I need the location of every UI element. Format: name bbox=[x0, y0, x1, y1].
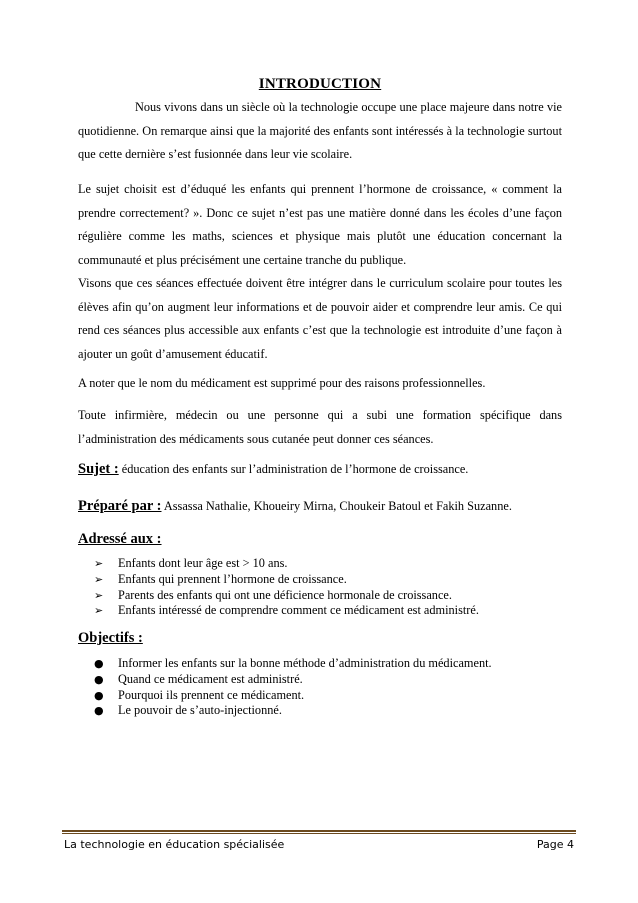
footer-page-number: Page 4 bbox=[536, 838, 574, 851]
arrowhead-bullet-icon: ➢ bbox=[94, 572, 104, 586]
list-item: ● Informer les enfants sur la bonne méthode d’administration du médicament. bbox=[94, 656, 492, 670]
arrowhead-bullet-icon: ➢ bbox=[94, 604, 104, 618]
list-item: ➢ Enfants qui prennent l’hormone de croissance. bbox=[94, 571, 347, 586]
sujet-line bbox=[78, 460, 578, 478]
dot-bullet-icon: ● bbox=[94, 688, 104, 702]
footer-divider-thin bbox=[62, 833, 576, 834]
paragraph-intro-2: Le sujet choisit est d’éduqué les enfants qui prennent l’hormone de croissance, « comment la prendre correctement? ». Donc ce sujet n’est pas une matière donné dans les écoles d’une façon régulière comme les maths, sciences et physique mais plutôt une éducation concernant la communauté et plus précisément une certaine tranche du publique. bbox=[78, 182, 562, 267]
prepare-line bbox=[78, 497, 578, 515]
prepare-label: Préparé par : bbox=[78, 498, 162, 514]
paragraph-intro-4: A noter que le nom du médicament est supprimé pour des raisons professionnelles. bbox=[78, 376, 486, 390]
list-item: ➢ Enfants dont leur âge est > 10 ans. bbox=[94, 556, 288, 570]
paragraph-intro-1: Nous vivons dans un siècle où la technologie occupe une place majeure dans notre vie quotidienne. On remarque ainsi que la majorité des enfants sont intéressés à la technologie surtout que cette dernière s’est fusionnée dans leur vie scolaire. bbox=[78, 100, 562, 161]
list-item: ➢ Parents des enfants qui ont une déficience hormonale de croissance. bbox=[94, 587, 452, 602]
page-title: INTRODUCTION bbox=[258, 76, 382, 92]
prepare-text: Assassa Nathalie, Khoueiry Mirna, Choukeir Batoul et Fakih Suzanne. bbox=[163, 499, 512, 513]
list-item: ➢ Enfants intéressé de comprendre comment ce médicament est administré. bbox=[94, 603, 479, 618]
paragraph-intro-5: Toute infirmière, médecin ou une personne qui a subi une formation spécifique dans l’administration des médicaments sous cutanée peut donner ces séances. bbox=[78, 408, 562, 446]
adresse-heading: Adressé aux : bbox=[78, 531, 162, 547]
sujet-text: éducation des enfants sur l’administration de l’hormone de croissance. bbox=[121, 462, 469, 476]
objectifs-list bbox=[94, 656, 574, 719]
footer-document-title: La technologie en éducation spécialisée bbox=[64, 838, 285, 851]
sujet-label: Sujet : bbox=[78, 461, 119, 477]
list-item: ● Le pouvoir de s’auto-injectionné. bbox=[94, 703, 282, 718]
arrowhead-bullet-icon: ➢ bbox=[94, 588, 104, 602]
objectifs-heading: Objectifs : bbox=[78, 630, 143, 646]
arrowhead-bullet-icon: ➢ bbox=[94, 557, 104, 570]
dot-bullet-icon: ● bbox=[94, 657, 104, 670]
page-footer bbox=[64, 838, 574, 851]
list-item: ● Pourquoi ils prennent ce médicament. bbox=[94, 687, 305, 702]
paragraph-intro-3: Visons que ces séances effectuée doivent être intégrer dans le curriculum scolaire pour toutes les élèves afin qu’on augment leur informations et de pouvoir aider et comprendre leur amis. Ce qui rend ces séances plus accessible aux enfants c’est que la technologie est introduite d’une façon à ajouter un goût d’amusement éducatif. bbox=[78, 276, 562, 361]
dot-bullet-icon: ● bbox=[94, 672, 104, 686]
list-item: ● Quand ce médicament est administré. bbox=[94, 671, 303, 686]
dot-bullet-icon: ● bbox=[94, 704, 104, 718]
footer-divider bbox=[62, 830, 576, 832]
adresse-list bbox=[94, 556, 574, 619]
